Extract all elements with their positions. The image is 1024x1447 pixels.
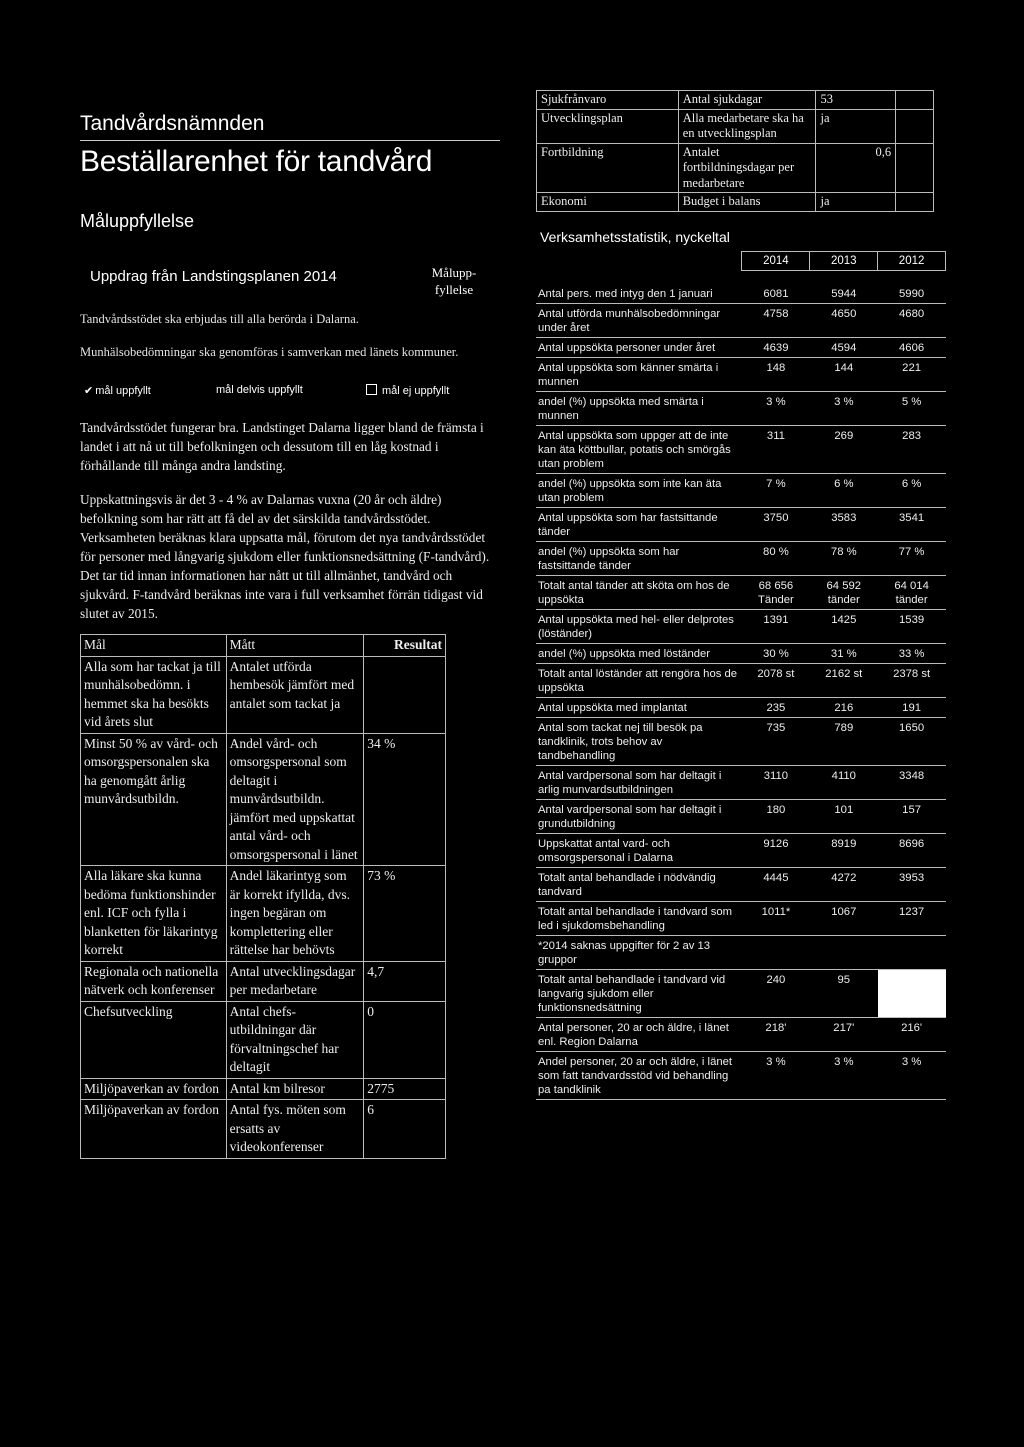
hr-label: Utvecklingsplan — [537, 109, 679, 143]
check-icon: ✔ — [84, 385, 94, 397]
stats-value: 7 % — [742, 474, 810, 508]
right-column — [536, 90, 946, 1100]
stats-value: 78 % — [810, 542, 878, 576]
goals-row — [81, 961, 446, 1001]
stats-label: Antal som tackat nej till besök pa tandklinik, trots behov av tandbehandling — [536, 718, 742, 766]
stats-value: 221 — [878, 358, 946, 392]
stats-value: 5 % — [878, 392, 946, 426]
stats-value: 3541 — [878, 508, 946, 542]
stats-label: Antal vardpersonal som har deltagit i arlig munvardsutbildningen — [536, 766, 742, 800]
goals-row — [81, 866, 446, 962]
paragraph-1: Tandvårdsstödet fungerar bra. Landstinget Dalarna ligger bland de främsta i landet i att nå ut till befolkningen och dessutom till en låg kostnad i förhållande till många andra landsting. — [80, 420, 484, 473]
stats-value: 3750 — [742, 508, 810, 542]
stats-row — [536, 284, 946, 304]
stats-row — [536, 718, 946, 766]
stats-value: 8696 — [878, 834, 946, 868]
assignment-title: Uppdrag från Landstingsplanen 2014 — [90, 268, 337, 285]
stats-row — [536, 664, 946, 698]
stats-value: 4272 — [810, 868, 878, 902]
hr-value: ja — [816, 193, 896, 212]
stats-value: 4680 — [878, 304, 946, 338]
stats-label: Antal uppsökta som känner smärta i munnen — [536, 358, 742, 392]
goal-result: 6 — [364, 1100, 446, 1159]
box-icon — [366, 384, 377, 395]
goal-measure: Antal chefs-utbildningar där förvaltningschef har deltagit — [226, 1001, 364, 1078]
stats-value: 216' — [878, 1018, 946, 1052]
legend-partly: mål delvis uppfyllt — [216, 384, 303, 396]
stats-value: 30 % — [742, 644, 810, 664]
stats-value: 283 — [878, 426, 946, 474]
stats-label: andel (%) uppsökta med löständer — [536, 644, 742, 664]
stats-value: 33 % — [878, 644, 946, 664]
goal-measure: Andel läkarintyg som är korrekt ifyllda, dvs. ingen begäran om komplettering eller rättelse har behövts — [226, 866, 364, 962]
stats-value: 68 656 Tänder — [742, 576, 810, 610]
hr-table — [536, 90, 934, 212]
stats-row — [536, 644, 946, 664]
stats-label: Antal uppsökta med implantat — [536, 698, 742, 718]
stats-value — [810, 936, 878, 970]
stats-label: Uppskattat antal vard- och omsorgspersonal i Dalarna — [536, 834, 742, 868]
goal-text: Chefsutveckling — [81, 1001, 227, 1078]
goal-measure: Antal utvecklingsdagar per medarbetare — [226, 961, 364, 1001]
assignment-1: Tandvårdsstödet ska erbjudas till alla berörda i Dalarna. — [80, 312, 359, 326]
stats-value: 5944 — [810, 284, 878, 304]
stats-value: 9126 — [742, 834, 810, 868]
stats-value — [742, 936, 810, 970]
stats-row — [536, 576, 946, 610]
stats-value: 6 % — [810, 474, 878, 508]
stats-label: andel (%) uppsökta med smärta i munnen — [536, 392, 742, 426]
stats-value: 5990 — [878, 284, 946, 304]
stats-value: 3 % — [742, 392, 810, 426]
goal-measure: Antalet utförda hembesök jämfört med antalet som tackat ja — [226, 656, 364, 733]
stats-header-blank — [536, 251, 742, 270]
legend — [84, 384, 500, 397]
goal-text: Miljöpaverkan av fordon — [81, 1078, 227, 1100]
stats-value: 64 592 tänder — [810, 576, 878, 610]
goal-result: 4,7 — [364, 961, 446, 1001]
stats-row — [536, 392, 946, 426]
stats-value: 789 — [810, 718, 878, 766]
stats-label: Antal utförda munhälsobedömningar under året — [536, 304, 742, 338]
stats-value: 1391 — [742, 610, 810, 644]
assignment-2: Munhälsobedömningar ska genomföras i samverkan med länets kommuner. — [80, 345, 459, 359]
stats-value: 2378 st — [878, 664, 946, 698]
stats-value: 148 — [742, 358, 810, 392]
stats-value: 218' — [742, 1018, 810, 1052]
goals-row — [81, 656, 446, 733]
hr-row — [537, 143, 934, 193]
stats-value: 1650 — [878, 718, 946, 766]
stats-value: 3348 — [878, 766, 946, 800]
stats-value: 240 — [742, 970, 810, 1018]
stats-label: Totalt antal behandlade i tandvard som led i sjukdomsbehandling — [536, 902, 742, 936]
stats-row — [536, 698, 946, 718]
stats-row — [536, 508, 946, 542]
stats-row — [536, 358, 946, 392]
stats-value: 3110 — [742, 766, 810, 800]
stats-value: 1011* — [742, 902, 810, 936]
goal-result: 0 — [364, 1001, 446, 1078]
stats-row — [536, 304, 946, 338]
stats-value: 1237 — [878, 902, 946, 936]
stats-row — [536, 800, 946, 834]
stats-value: 4606 — [878, 338, 946, 358]
hr-empty — [896, 109, 934, 143]
stats-label: Antal pers. med intyg den 1 januari — [536, 284, 742, 304]
stats-value: 157 — [878, 800, 946, 834]
stats-title: Verksamhetsstatistik, nyckeltal — [540, 228, 730, 245]
hr-row — [537, 91, 934, 110]
unit-heading: Beställarenhet för tandvård — [80, 145, 433, 178]
goal-fulfilment-label: Målupp- fyllelse — [431, 265, 477, 297]
goal-result: 2775 — [364, 1078, 446, 1100]
stats-label: andel (%) uppsökta som inte kan äta utan problem — [536, 474, 742, 508]
stats-label: *2014 saknas uppgifter för 2 av 13 gruppor — [536, 936, 742, 970]
stats-value: 1425 — [810, 610, 878, 644]
stats-value: 3 % — [878, 1052, 946, 1100]
stats-row — [536, 766, 946, 800]
hr-empty — [896, 193, 934, 212]
stats-label: andel (%) uppsökta som har fastsittande tänder — [536, 542, 742, 576]
hr-value: 0,6 — [816, 143, 896, 193]
stats-value: 31 % — [810, 644, 878, 664]
hr-row — [537, 109, 934, 143]
stats-value: 8919 — [810, 834, 878, 868]
stats-value: 3 % — [810, 392, 878, 426]
stats-value: 144 — [810, 358, 878, 392]
stats-label: Antal uppsökta med hel- eller delprotes (löständer) — [536, 610, 742, 644]
stats-row — [536, 610, 946, 644]
stats-value: 2162 st — [810, 664, 878, 698]
stats-value: 216 — [810, 698, 878, 718]
goal-measure: Antal km bilresor — [226, 1078, 364, 1100]
year-header: 2012 — [878, 251, 946, 270]
hr-row — [537, 193, 934, 212]
stats-label: Antal uppsökta personer under året — [536, 338, 742, 358]
stats-row — [536, 338, 946, 358]
stats-value: 3953 — [878, 868, 946, 902]
stats-value: 4110 — [810, 766, 878, 800]
stats-row — [536, 542, 946, 576]
stats-value: 1539 — [878, 610, 946, 644]
stats-row — [536, 426, 946, 474]
hr-value: 53 — [816, 91, 896, 110]
goal-measure: Andel vård- och omsorgspersonal som deltagit i munvårdsutbildn. jämfört med uppskattat antal vård- och omsorgspersonal i länet — [226, 733, 364, 866]
committee-heading: Tandvårdsnämnden — [80, 112, 500, 141]
stats-value — [878, 970, 946, 1018]
stats-value: 3 % — [810, 1052, 878, 1100]
stats-value: 4594 — [810, 338, 878, 358]
stats-value: 6 % — [878, 474, 946, 508]
hr-measure: Antalet fortbildningsdagar per medarbetare — [678, 143, 816, 193]
stats-label: Antal personer, 20 ar och äldre, i länet enl. Region Dalarna — [536, 1018, 742, 1052]
stats-value: 4650 — [810, 304, 878, 338]
goals-row — [81, 1078, 446, 1100]
stats-label: Andel personer, 20 ar och äldre, i länet som fatt tandvardsstöd vid behandling pa tandklinik — [536, 1052, 742, 1100]
stats-label: Totalt antal behandlade i nödvändig tandvard — [536, 868, 742, 902]
stats-value: 4758 — [742, 304, 810, 338]
stats-row — [536, 474, 946, 508]
hr-label: Sjukfrånvaro — [537, 91, 679, 110]
stats-header-row — [536, 251, 946, 270]
goals-row — [81, 1001, 446, 1078]
hr-label: Fortbildning — [537, 143, 679, 193]
goals-row — [81, 733, 446, 866]
stats-label: Antal uppsökta som uppger att de inte kan äta köttbullar, potatis och smörgås utan problem — [536, 426, 742, 474]
goal-text: Regionala och nationella nätverk och konferenser — [81, 961, 227, 1001]
stats-value: 1067 — [810, 902, 878, 936]
goal-result: 73 % — [364, 866, 446, 962]
stats-label: Antal uppsökta som har fastsittande tänder — [536, 508, 742, 542]
stats-value: 6081 — [742, 284, 810, 304]
stats-value: 3 % — [742, 1052, 810, 1100]
legend-not-met: mål ej uppfyllt — [366, 384, 449, 397]
stats-value: 64 014 tänder — [878, 576, 946, 610]
stats-row — [536, 902, 946, 936]
stats-row — [536, 1018, 946, 1052]
stats-value: 4445 — [742, 868, 810, 902]
stats-value: 3583 — [810, 508, 878, 542]
left-column — [80, 112, 500, 1159]
section-heading: Måluppfyllelse — [80, 211, 195, 231]
stats-value: 735 — [742, 718, 810, 766]
goal-result — [364, 656, 446, 733]
hr-empty — [896, 91, 934, 110]
stats-label: Totalt antal tänder att sköta om hos de uppsökta — [536, 576, 742, 610]
goals-header-row — [81, 635, 446, 657]
stats-value: 2078 st — [742, 664, 810, 698]
goal-text: Alla som har tackat ja till munhälsobedömn. i hemmet ska ha besökts vid årets slut — [81, 656, 227, 733]
stats-value: 217' — [810, 1018, 878, 1052]
stats-row — [536, 936, 946, 970]
hr-empty — [896, 143, 934, 193]
stats-value: 311 — [742, 426, 810, 474]
assignment-header — [80, 264, 500, 302]
stats-body — [536, 284, 946, 1100]
stats-value: 80 % — [742, 542, 810, 576]
stats-row — [536, 970, 946, 1018]
legend-met: ✔ mål uppfyllt — [84, 385, 151, 397]
stats-row — [536, 1052, 946, 1100]
paragraph-2: Uppskattningsvis är det 3 - 4 % av Dalarnas vuxna (20 år och äldre) befolkning som har rätt att få del av det särskilda tandvårdsstödet. Verksamheten beräknas klara uppsatta mål, förutom det nya tandvårdsstödet för personer med långvarig sjukdom eller funktionsnedsättning (F-tandvård). Det tar tid innan informationen har nått ut till allmänhet, tandvård och sjukvård. F-tandvård beräknas inte vara i full verksamhet förrän tidigast vid slutet av 2015. — [80, 492, 490, 621]
year-header: 2014 — [742, 251, 810, 270]
goals-header-mal: Mål — [81, 635, 227, 657]
stats-value: 235 — [742, 698, 810, 718]
stats-label: Totalt antal behandlade i tandvard vid langvarig sjukdom eller funktionsnedsättning — [536, 970, 742, 1018]
hr-measure: Alla medarbetare ska ha en utvecklingsplan — [678, 109, 816, 143]
stats-value: 191 — [878, 698, 946, 718]
goals-row — [81, 1100, 446, 1159]
stats-row — [536, 868, 946, 902]
stats-value: 95 — [810, 970, 878, 1018]
goals-header-resultat: Resultat — [364, 635, 446, 657]
goal-text: Alla läkare ska kunna bedöma funktionshinder enl. ICF och fylla i blanketten för läkarintyg korrekt — [81, 866, 227, 962]
goals-header-matt: Mått — [226, 635, 364, 657]
hr-measure: Antal sjukdagar — [678, 91, 816, 110]
goal-text: Minst 50 % av vård- och omsorgspersonalen ska ha genomgått årlig munvårdsutbildn. — [81, 733, 227, 866]
stats-value: 180 — [742, 800, 810, 834]
stats-value: 77 % — [878, 542, 946, 576]
year-header: 2013 — [810, 251, 878, 270]
stats-value: 269 — [810, 426, 878, 474]
stats-value: 4639 — [742, 338, 810, 358]
hr-value: ja — [816, 109, 896, 143]
goal-measure: Antal fys. möten som ersatts av videokonferenser — [226, 1100, 364, 1159]
stats-spacer — [536, 270, 946, 284]
goal-text: Miljöpaverkan av fordon — [81, 1100, 227, 1159]
hr-measure: Budget i balans — [678, 193, 816, 212]
stats-label: Antal vardpersonal som har deltagit i grundutbildning — [536, 800, 742, 834]
hr-label: Ekonomi — [537, 193, 679, 212]
goal-result: 34 % — [364, 733, 446, 866]
stats-table — [536, 251, 946, 1101]
stats-value — [878, 936, 946, 970]
stats-label: Totalt antal löständer att rengöra hos de uppsökta — [536, 664, 742, 698]
goals-table — [80, 634, 446, 1159]
stats-row — [536, 834, 946, 868]
stats-value: 101 — [810, 800, 878, 834]
